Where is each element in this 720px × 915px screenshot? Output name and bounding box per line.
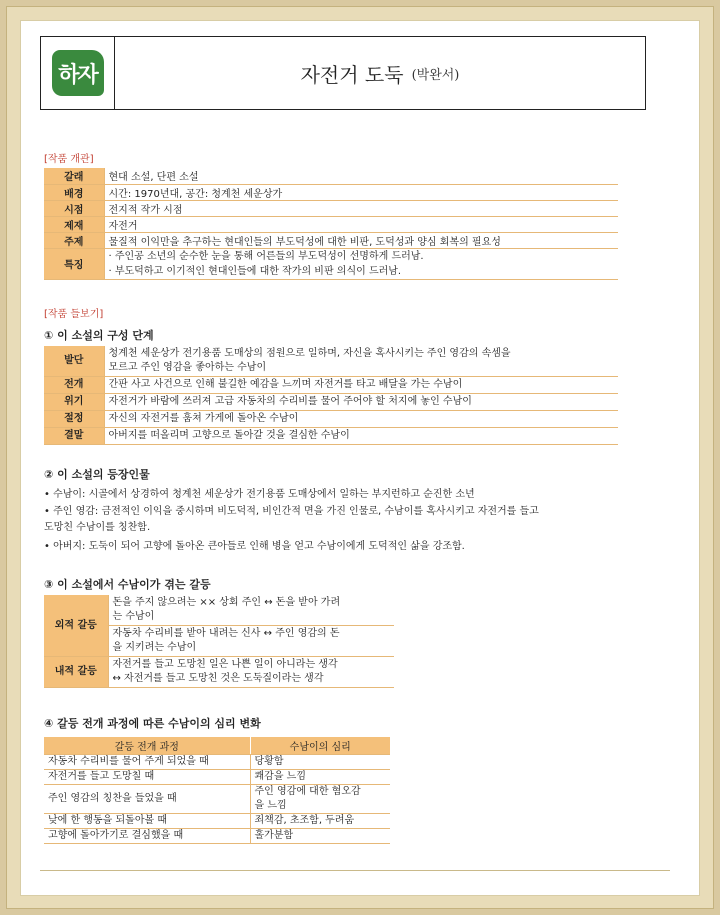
conflict-line: 자전거를 들고 도망친 일은 나쁜 일이 아니라는 생각 bbox=[112, 659, 338, 670]
overview-tag: [작품 개관] bbox=[44, 154, 94, 165]
logo: 하자 bbox=[52, 50, 104, 96]
overview-row bbox=[44, 200, 618, 216]
psych-feeling-line: 을 느낌 bbox=[254, 799, 287, 811]
psych-row bbox=[44, 784, 390, 813]
psych-process bbox=[44, 813, 250, 828]
document-author: (박완서) bbox=[411, 67, 460, 83]
conflict-line: 돈을 주지 않으려는 ×× 상회 주인 ↔ 돈을 받아 가려 bbox=[112, 597, 341, 608]
structure-value bbox=[104, 428, 618, 445]
overview-value-line: · 주인공 소년의 순수한 눈을 통해 어른들의 부도덕성이 선명하게 드러남. bbox=[108, 250, 424, 262]
psych-process-line: 고향에 돌아가기로 결심했을 때 bbox=[48, 829, 184, 841]
psych-feeling-line: 홀가분함 bbox=[254, 829, 294, 841]
conflict-line: 자동차 수리비를 받아 내려는 신사 ↔ 주인 영감의 돈 bbox=[112, 628, 340, 639]
structure-row bbox=[44, 394, 618, 411]
structure-row bbox=[44, 428, 618, 445]
document-title: 자전거 도둑 bbox=[300, 62, 404, 87]
overview-row bbox=[44, 232, 618, 248]
look-tag: [작품 들보기] bbox=[44, 309, 104, 320]
conflict-line: ↔ 자전거를 들고 도망친 것은 도둑질이라는 생각 bbox=[112, 673, 324, 684]
psych-process-line: 주인 영감의 칭찬을 들었을 때 bbox=[48, 792, 177, 804]
overview-value-line: · 부도덕하고 이기적인 현대인들에 대한 작가의 비판 의식이 드러남. bbox=[108, 265, 402, 277]
character-line: • 주인 영감: 금전적인 이익을 중시하며 비도덕적, 비인간적 면을 가진 인물로, 수남이를 혹사시키고 자전거를 들고 bbox=[44, 506, 539, 517]
psych-col1-header: 갈등 전개 과정 bbox=[44, 737, 250, 754]
psych-process-line: 낮에 한 행동을 되돌아볼 때 bbox=[48, 814, 167, 826]
conflict-row bbox=[44, 595, 394, 626]
overview-key: 제재 bbox=[44, 216, 104, 232]
overview-key: 배경 bbox=[44, 184, 104, 200]
overview-table bbox=[44, 168, 618, 280]
psych-process-line: 자전거를 들고 도망칠 때 bbox=[48, 770, 155, 782]
psych-header-row bbox=[44, 737, 390, 754]
psych-feeling bbox=[250, 828, 390, 843]
structure-line: 자신의 자전거를 훔쳐 가게에 돌아온 수남이 bbox=[108, 413, 299, 424]
psych-row bbox=[44, 828, 390, 843]
overview-row bbox=[44, 248, 618, 279]
structure-heading: ① 이 소설의 구성 단계 bbox=[44, 329, 154, 342]
conflict-table bbox=[44, 595, 394, 688]
psych-feeling bbox=[250, 754, 390, 769]
conflict-value bbox=[108, 595, 394, 626]
structure-row bbox=[44, 411, 618, 428]
psych-process-line: 자동차 수리비를 물어 주게 되었을 때 bbox=[48, 755, 209, 767]
conflict-key: 외적 갈등 bbox=[44, 595, 108, 657]
psych-table bbox=[44, 737, 390, 844]
overview-value: 전지적 작가 시점 bbox=[104, 200, 618, 216]
structure-key: 절정 bbox=[44, 411, 104, 428]
conflict-row bbox=[44, 657, 394, 688]
overview-value: 현대 소설, 단편 소설 bbox=[104, 168, 618, 184]
psych-feeling-line: 당황함 bbox=[254, 755, 284, 767]
structure-key: 전개 bbox=[44, 377, 104, 394]
overview-key: 갈래 bbox=[44, 168, 104, 184]
structure-key: 결말 bbox=[44, 428, 104, 445]
conflict-value bbox=[108, 626, 394, 657]
structure-value bbox=[104, 394, 618, 411]
structure-line: 자전거가 바람에 쓰러져 고급 자동차의 수리비를 물어 주어야 할 처지에 놓인 수남이 bbox=[108, 396, 472, 407]
logo-cell bbox=[41, 37, 115, 109]
psych-process bbox=[44, 784, 250, 813]
structure-value bbox=[104, 411, 618, 428]
psych-process bbox=[44, 769, 250, 784]
structure-line: 모르고 주인 영감을 좋아하는 수남이 bbox=[108, 362, 267, 373]
psych-feeling-line: 주인 영감에 대한 혐오감 bbox=[254, 785, 361, 797]
structure-row bbox=[44, 346, 618, 377]
character-line: • 수남이: 시골에서 상경하여 청계천 세운상가 전기용품 도매상에서 일하는 부지런하고 순진한 소년 bbox=[44, 489, 475, 500]
psych-feeling bbox=[250, 813, 390, 828]
structure-line: 청계천 세운상가 전기용품 도매상의 점원으로 일하며, 자신을 혹사시키는 주인 영감의 속셈을 bbox=[108, 348, 511, 359]
overview-value: 자전거 bbox=[104, 216, 618, 232]
psych-feeling-line: 쾌감을 느낌 bbox=[254, 770, 306, 782]
overview-value: 물질적 이익만을 추구하는 현대인들의 부도덕성에 대한 비판, 도덕성과 양심 회복의 필요성 bbox=[104, 232, 618, 248]
structure-row bbox=[44, 377, 618, 394]
conflict-line: 을 지키려는 수남이 bbox=[112, 642, 197, 653]
bottom-rule bbox=[40, 870, 670, 871]
psych-heading: ④ 갈등 전개 과정에 따른 수남이의 심리 변화 bbox=[44, 717, 261, 730]
psych-feeling bbox=[250, 784, 390, 813]
psych-col2-header: 수남이의 심리 bbox=[250, 737, 390, 754]
psych-feeling bbox=[250, 769, 390, 784]
overview-row bbox=[44, 168, 618, 184]
psych-row bbox=[44, 769, 390, 784]
overview-row bbox=[44, 216, 618, 232]
structure-value bbox=[104, 346, 618, 377]
structure-value bbox=[104, 377, 618, 394]
conflict-key: 내적 갈등 bbox=[44, 657, 108, 688]
structure-line: 아버지를 떠올리며 고향으로 돌아갈 것을 결심한 수남이 bbox=[108, 430, 350, 441]
character-line: 도망친 수남이를 칭찬함. bbox=[44, 522, 151, 533]
psych-feeling-line: 죄책감, 초조함, 두려움 bbox=[254, 814, 355, 826]
overview-row bbox=[44, 184, 618, 200]
structure-key: 위기 bbox=[44, 394, 104, 411]
character-line: • 아버지: 도둑이 되어 고향에 돌아온 큰아들로 인해 병을 얻고 수남이에게 도덕적인 삶을 강조함. bbox=[44, 541, 465, 552]
structure-table bbox=[44, 346, 618, 445]
structure-key: 발단 bbox=[44, 346, 104, 377]
conflict-value bbox=[108, 657, 394, 688]
overview-key: 특징 bbox=[44, 248, 104, 279]
psych-process bbox=[44, 828, 250, 843]
psych-process bbox=[44, 754, 250, 769]
overview-key: 주제 bbox=[44, 232, 104, 248]
title-cell bbox=[115, 37, 645, 109]
psych-row bbox=[44, 813, 390, 828]
overview-value bbox=[104, 248, 618, 279]
overview-value: 시간: 1970년대, 공간: 청계천 세운상가 bbox=[104, 184, 618, 200]
conflict-line: 는 수남이 bbox=[112, 611, 155, 622]
overview-key: 시점 bbox=[44, 200, 104, 216]
psych-row bbox=[44, 754, 390, 769]
title-box bbox=[40, 36, 646, 110]
structure-line: 간판 사고 사건으로 인해 불길한 예감을 느끼며 자전거를 타고 배달을 가는 수남이 bbox=[108, 379, 463, 390]
characters-heading: ② 이 소설의 등장인물 bbox=[44, 468, 150, 481]
conflict-heading: ③ 이 소설에서 수남이가 겪는 갈등 bbox=[44, 578, 211, 591]
